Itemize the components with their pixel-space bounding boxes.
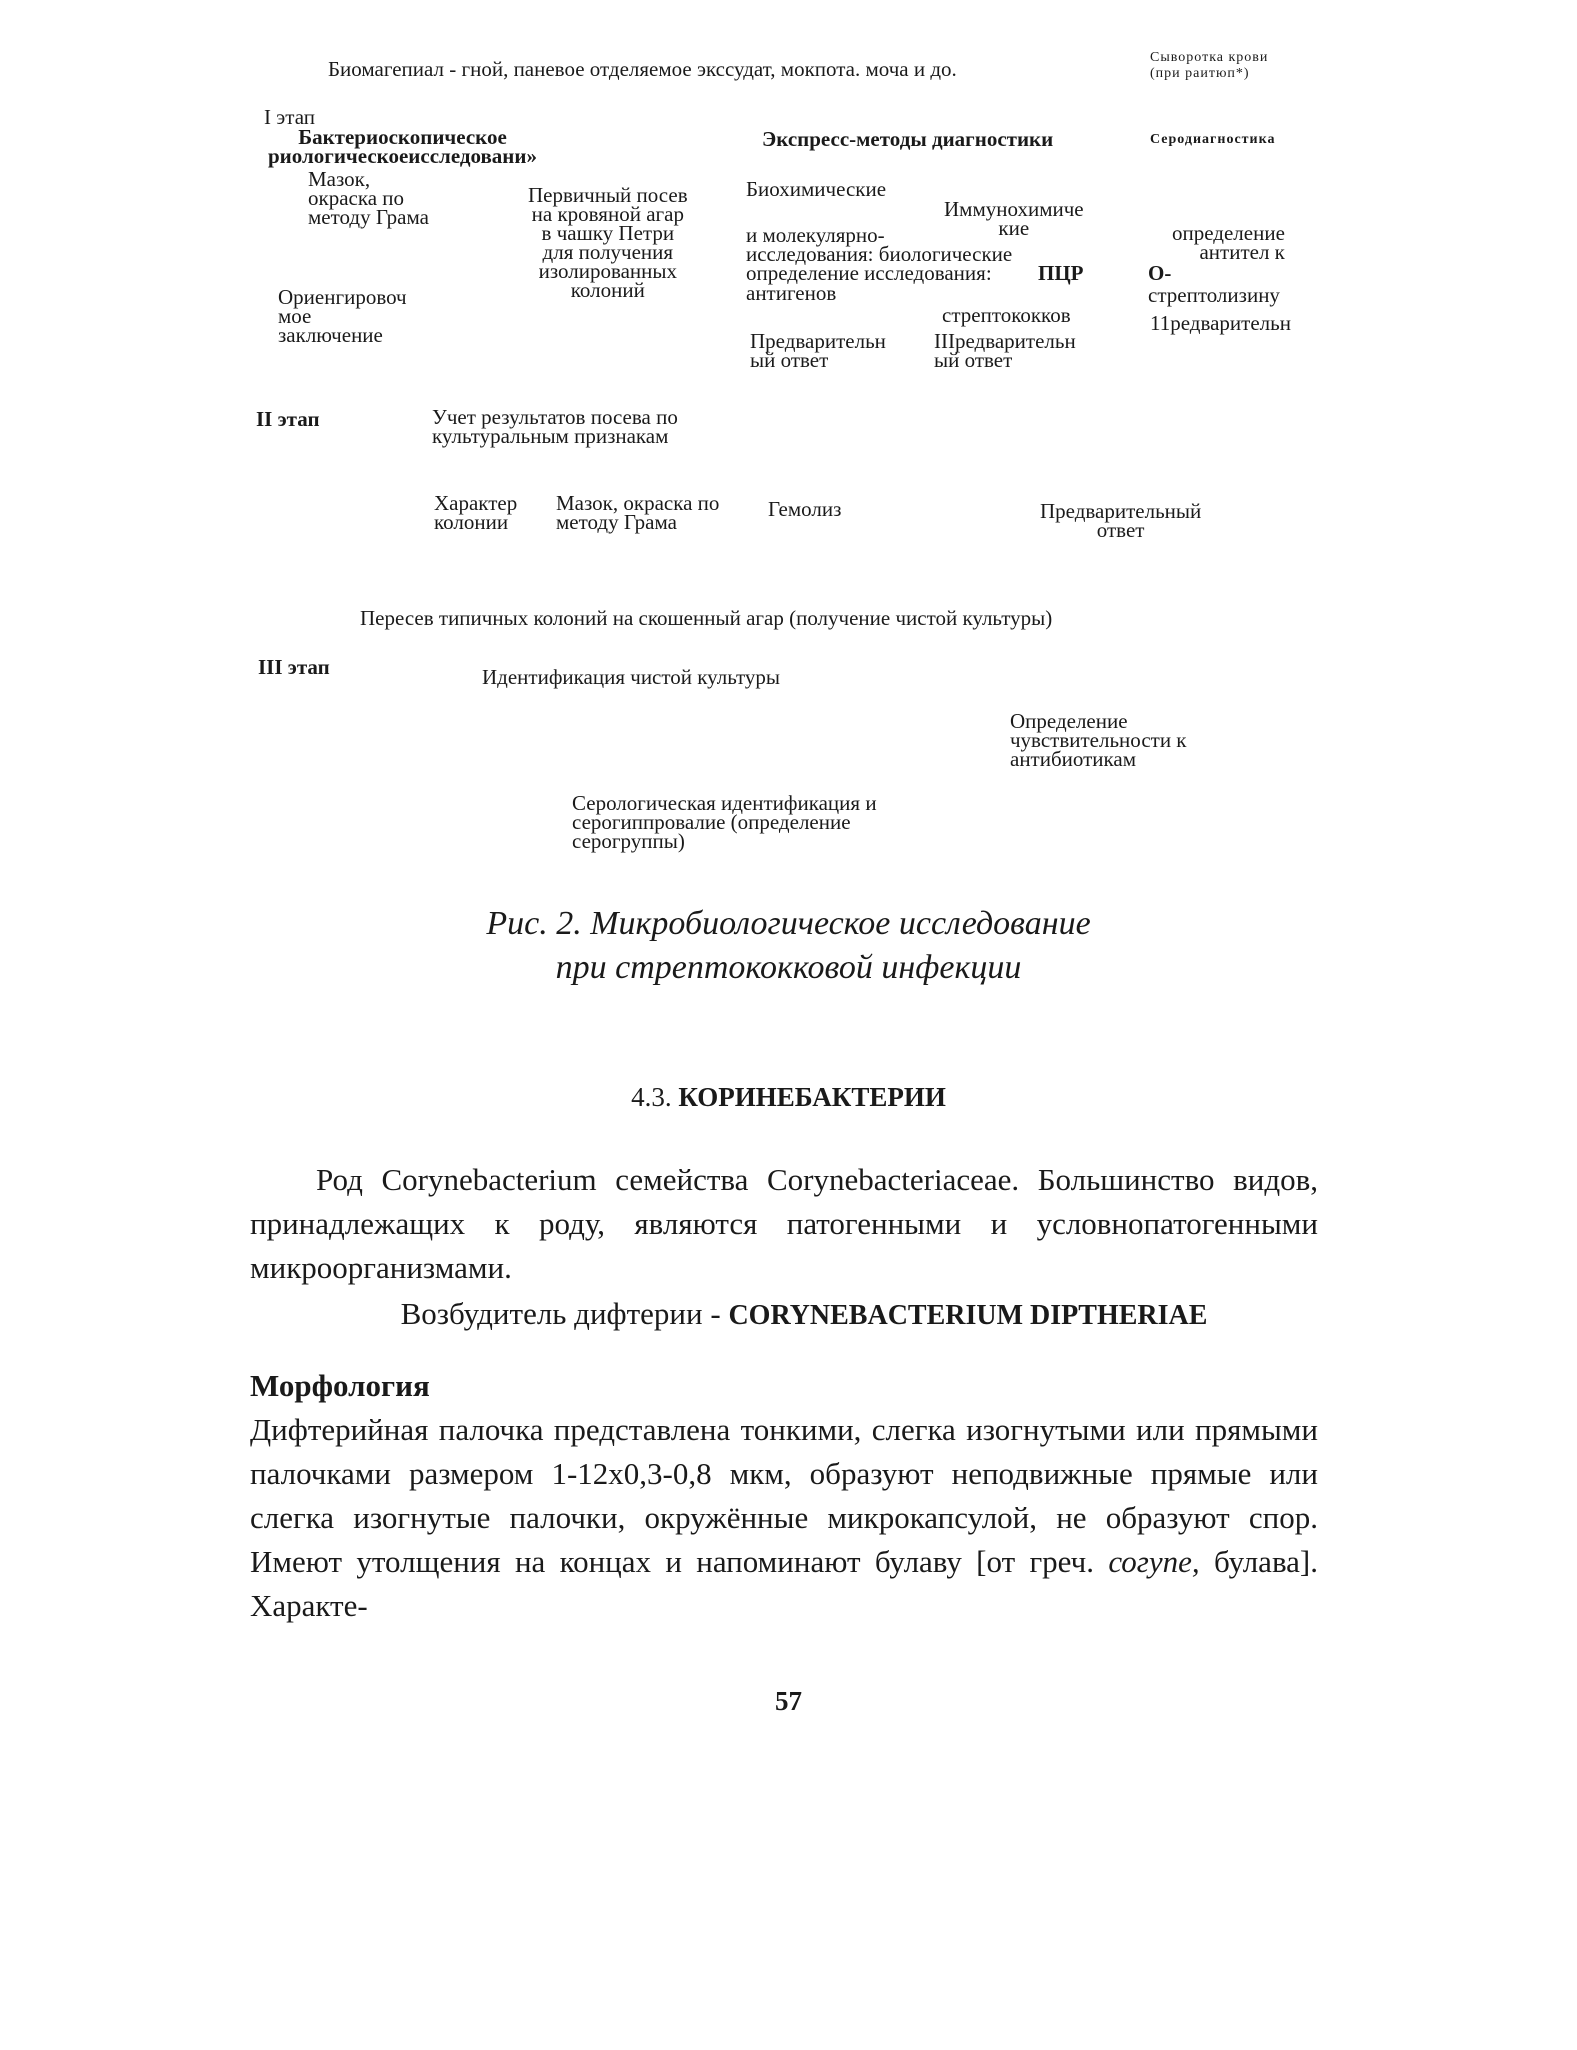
- pathogen-line: [250, 1292, 1318, 1338]
- antigens-label: антигенов: [746, 281, 837, 305]
- serological-identification-label: Серологическая идентификация и серогиппровалие (определение серогруппы): [572, 791, 877, 853]
- molecular-label: и молекулярно- исследования: биологические определение исследования:: [746, 223, 1013, 285]
- preliminary-answer-1: Предварительн ый ответ: [750, 329, 886, 372]
- morphology-heading: Морфология: [250, 1368, 430, 1403]
- primary-seeding-label: Первичный посев на кровяной агар в чашку Петри для получения изолированных колоний: [528, 183, 688, 302]
- immunochemical-label: Иммунохимиче кие: [944, 197, 1084, 240]
- pathogen-name: CORYNEBACTERIUM DIPTHERIAE: [728, 1300, 1208, 1331]
- preliminary-answer-4: Предварительный ответ: [1040, 499, 1202, 542]
- section-title: КОРИНЕБАКТЕРИИ: [678, 1082, 946, 1112]
- preliminary-answer-3: 11редварительн: [1150, 311, 1291, 335]
- streptococci-label: стрептококков: [942, 303, 1071, 327]
- section-number: 4.3.: [631, 1082, 672, 1112]
- pcr-label: ПЦР: [1038, 261, 1084, 285]
- colony-character-label: Характер колонии: [434, 491, 518, 534]
- figure-caption-line-2: при стрептококковой инфекции: [555, 949, 1022, 986]
- stage-3-label: III этап: [258, 655, 330, 679]
- figure-caption-line-1: Рис. 2. Микробиологическое исследование: [486, 905, 1091, 942]
- antibody-detection-label: определение антител к: [1172, 221, 1285, 264]
- morphology-paragraph: [250, 1408, 1318, 1628]
- body-text: [250, 1158, 1318, 1628]
- stage-2-label: II этап: [256, 407, 320, 431]
- reseeding-label: Пересев типичных колоний на скошенный агар (получение чистой культуры): [360, 606, 1053, 630]
- morphology-text-1: Дифтерийная палочка представлена тонкими, слегка изогнутыми или прямыми палочками размером 1-12x0,3-0,8 мкм, образуют неподвижные прямые или слегка изогнутые палочки, окружённые микрокапсулой, не образуют спор. Имеют утолщения на концах и напоминают булаву [от греч.: [250, 1412, 1318, 1579]
- streptolysin-label: стрептолизину: [1148, 283, 1280, 307]
- serodiagnostics-title: Серодиагностика: [1150, 132, 1276, 147]
- express-methods-title: Экспресс-методы диагностики: [762, 127, 1054, 151]
- specimen-material-label: Биомагепиал - гной, паневое отделяемое экссудат, мокпота. моча и до.: [328, 57, 957, 81]
- biochemical-label: Биохимические: [746, 177, 887, 201]
- preliminary-answer-2: IIIредварительн ый ответ: [934, 329, 1076, 372]
- antibiotic-sensitivity-label: Определение чувствительности к антибиотикам: [1010, 709, 1187, 771]
- pathogen-prefix: Возбудитель дифтерии -: [400, 1296, 729, 1331]
- section-heading: [0, 1082, 1577, 1113]
- o-letter-label: О-: [1148, 261, 1172, 285]
- intro-paragraph: Род Corynebacterium семейства Corynebacteriaceae. Большинство видов, принадлежащих к роду, являются патогенными и условнопатогенными микроорганизмами.: [250, 1162, 1318, 1285]
- morphology-italic-term: согуne,: [1108, 1544, 1200, 1579]
- pure-culture-identification-label: Идентификация чистой культуры: [482, 665, 781, 689]
- hemolysis-label: Гемолиз: [768, 497, 842, 521]
- smear-gram-label-2: Мазок, окраска по методу Грама: [556, 491, 720, 534]
- page-number: 57: [775, 1686, 802, 1716]
- orienting-conclusion-label: Ориенгировоч мое заключение: [278, 285, 407, 347]
- stage-1-label: I этап: [264, 105, 315, 129]
- morphology-text-2: булава]. Характе-: [250, 1544, 1318, 1623]
- serum-label: Сыворотка крови (при раитюп*): [1150, 50, 1269, 81]
- smear-gram-label: Мазок, окраска по методу Грама: [308, 167, 429, 229]
- bacterioscopic-title: Бактериоскопическое риологическоеисследовани»: [268, 125, 538, 168]
- figure-caption: [0, 902, 1577, 990]
- culture-results-label: Учет результатов посева по культуральным признакам: [432, 405, 678, 448]
